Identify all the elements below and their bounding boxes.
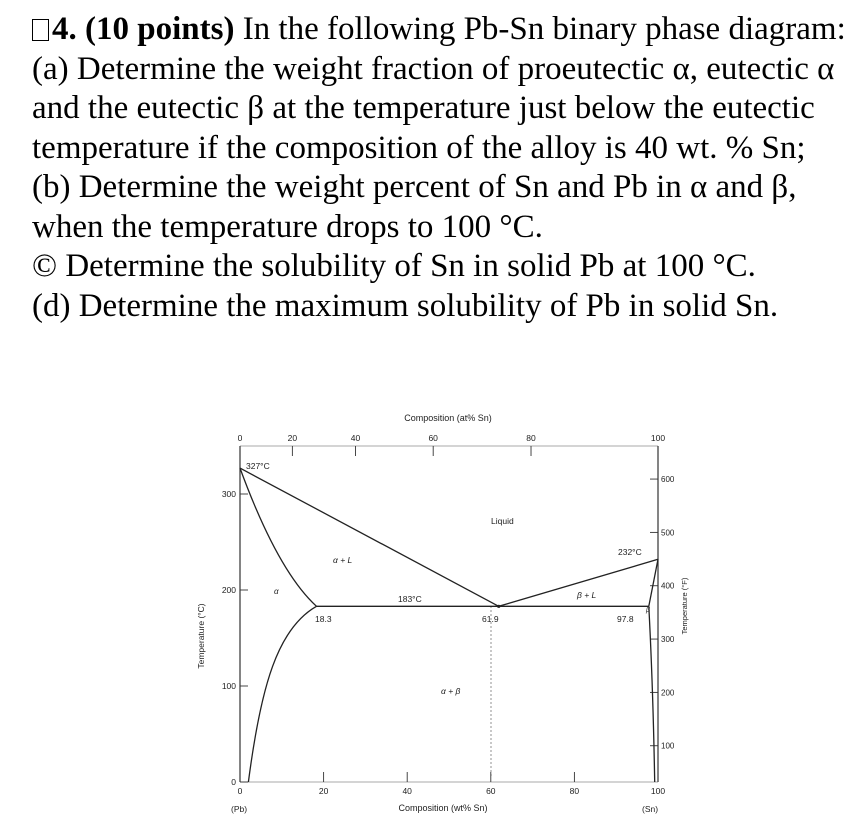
question-number: 4. (52, 11, 77, 47)
phase-diagram (193, 406, 698, 838)
y-tick-label-300: 300 (221, 489, 236, 499)
y-tick-label-0: 0 (231, 777, 236, 787)
question-part-c: © Determine the solubility of Sn in solid Pb at 100 °C. (32, 248, 756, 284)
y-f-tick-label-100: 100 (661, 741, 675, 751)
at-tick-label-40: 40 (350, 433, 361, 443)
y-tick-label-100: 100 (221, 681, 236, 691)
alpha-region-label: α (274, 587, 279, 596)
liquid-region-label: Liquid (491, 516, 514, 526)
x-tick-label-100: 100 (650, 786, 666, 796)
question-part-d: (d) Determine the maximum solubility of Pb in solid Sn. (32, 287, 779, 324)
question-text (32, 10, 852, 326)
alpha-max-label: 18.3 (315, 614, 332, 624)
top-axis-title: Composition (at% Sn) (404, 413, 492, 423)
right-axis-title: Temperature (°F) (680, 577, 689, 635)
at-tick-label-60: 60 (428, 433, 438, 443)
question-intro-text: In the following Pb-Sn binary phase diagram: (234, 11, 846, 47)
checkbox-glyph-icon (32, 19, 49, 41)
beta-max-label: 97.8 (617, 614, 634, 624)
x-tick-label-40: 40 (402, 786, 412, 796)
y-f-tick-label-500: 500 (661, 528, 675, 538)
y-f-tick-label-400: 400 (661, 581, 675, 591)
beta-liquid-region-label: β + L (577, 590, 597, 600)
y-f-tick-label-200: 200 (661, 688, 675, 698)
at-tick-label-80: 80 (526, 433, 536, 443)
eutectic-comp-label: 61.9 (482, 614, 499, 624)
question-part-a: (a) Determine the weight fraction of proeutectic α, eutectic α and the eutectic β at the temperature just below the eutectic temperature if the composition of the alloy is 40 wt. % Sn; (32, 50, 835, 166)
end-label-pb: (Pb) (231, 804, 248, 814)
left-axis-title: Temperature (°C) (196, 603, 206, 669)
beta-region-label: β (646, 607, 650, 614)
alpha-beta-region-label: α + β (441, 686, 461, 696)
at-tick-label-100: 100 (650, 433, 666, 443)
at-tick-label-0: 0 (237, 433, 243, 443)
phase-diagram-svg (193, 406, 698, 838)
y-f-tick-label-300: 300 (661, 635, 675, 645)
eutectic-point (497, 605, 500, 608)
x-tick-label-80: 80 (569, 786, 580, 796)
question-points: (10 points) (85, 11, 235, 47)
x-tick-label-20: 20 (318, 786, 329, 796)
sn-melting-label: 232°C (618, 547, 642, 557)
bottom-axis-title: Composition (wt% Sn) (398, 803, 488, 813)
question-part-b: (b) Determine the weight percent of Sn and Pb in α and β, when the temperature drops to 100 °C. (32, 169, 797, 245)
pb-melting-label: 327°C (246, 461, 270, 471)
at-tick-label-20: 20 (287, 433, 298, 443)
y-f-tick-label-600: 600 (661, 475, 675, 485)
x-tick-label-60: 60 (486, 786, 496, 796)
question-intro (32, 10, 852, 50)
eutectic-temp-label: 183°C (398, 594, 422, 604)
y-tick-label-200: 200 (221, 585, 236, 595)
alpha-liquid-region-label: α + L (333, 555, 353, 565)
end-label-sn: (Sn) (642, 804, 659, 814)
x-tick-label-0: 0 (237, 786, 243, 796)
